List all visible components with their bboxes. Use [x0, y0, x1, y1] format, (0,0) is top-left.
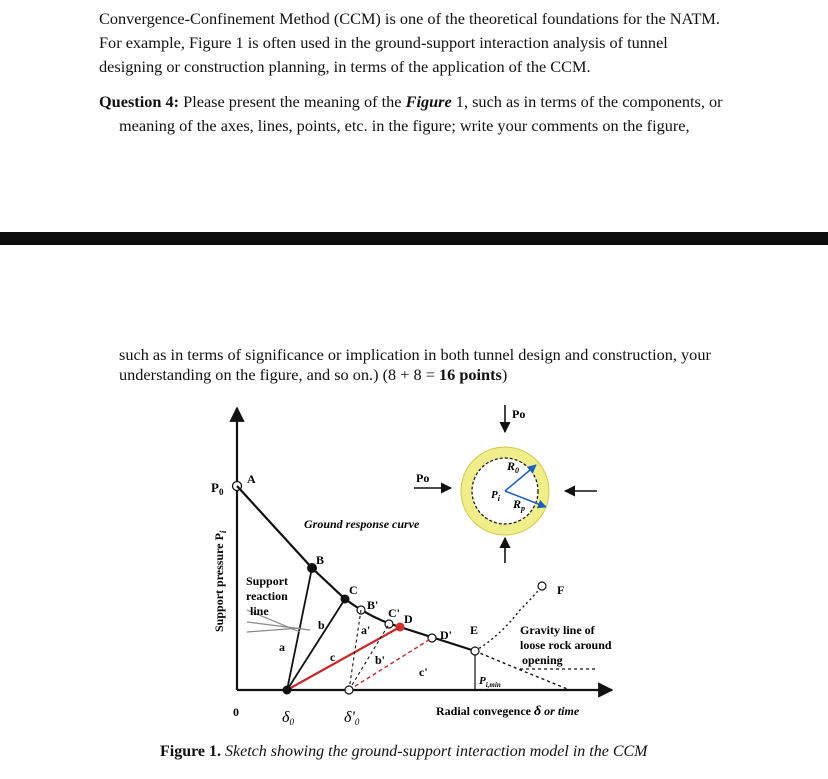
- delta0-point: [283, 686, 292, 695]
- gravity-label-2: loose rock around: [520, 638, 612, 652]
- point-b-small-label: b: [318, 618, 325, 632]
- pi-label: $P_i$: [491, 489, 500, 503]
- question-text-after: 1, such as in terms of the components, or meaning of the axes, lines, points, etc. in the figure; write your comments on the figure,: [119, 92, 723, 135]
- delta0-label: δ0: [282, 709, 294, 727]
- intro-paragraph: [99, 7, 731, 79]
- r0-label: $R_0$: [507, 459, 520, 475]
- question-cont-line-2: understanding on the figure, and so on.) (8 + 8 =: [119, 365, 439, 384]
- delta0-prime-label: δ'0: [344, 709, 360, 727]
- y-axis-label: Support pressure $P_i$: [212, 530, 228, 632]
- point-b-label: B: [316, 553, 325, 567]
- point-e-marker: [471, 647, 479, 655]
- point-e-label: E: [470, 623, 479, 637]
- point-c-label: C: [349, 583, 358, 597]
- caption-label: Figure 1.: [160, 743, 222, 760]
- point-a-prime-label: a': [361, 623, 371, 637]
- po-label-top: Po: [512, 407, 526, 421]
- point-a-small-label: a: [279, 640, 285, 654]
- point-d-prime-label: D': [440, 628, 452, 642]
- ccm-figure: [196, 396, 628, 728]
- question-4-continued: [119, 345, 732, 385]
- question-points: 16 points: [438, 365, 502, 384]
- point-f-label: F: [557, 583, 565, 597]
- point-a-label: A: [247, 472, 256, 486]
- intro-line-2: For example, Figure 1 is often used in the ground-support interaction analysis of tunnel: [99, 33, 668, 52]
- question-text-before: Please present the meaning of the: [179, 92, 406, 111]
- intro-line-1: Convergence-Confinement Method (CCM) is one of the theoretical foundations for the NATM.: [99, 9, 720, 28]
- delta0-prime-point: [345, 686, 353, 694]
- gravity-label-1: Gravity line of: [520, 623, 595, 637]
- question-label: Question 4:: [99, 92, 180, 111]
- caption-text: Sketch showing the ground-support interaction model in the CCM: [221, 743, 648, 760]
- pimin-label: $P_{i,min}$: [479, 675, 501, 689]
- support-reaction-label-3: line: [250, 604, 269, 618]
- point-d-label: D: [404, 612, 413, 626]
- question-cont-line-1: such as in terms of significance or implication in both tunnel design and construction, your: [119, 345, 711, 364]
- support-reaction-label-2: reaction: [246, 589, 288, 603]
- question-figure-word: Figure: [405, 92, 452, 111]
- question-cont-end: ): [501, 365, 508, 384]
- ground-response-curve: [237, 486, 475, 651]
- point-f-marker: [538, 582, 546, 590]
- support-line-prime-d: [349, 638, 432, 690]
- point-c-prime-small-label: c': [419, 665, 428, 679]
- figure-caption: [160, 742, 680, 762]
- origin-label: 0: [233, 705, 239, 719]
- gravity-label-3: opening: [522, 653, 563, 667]
- point-c-prime-label: C': [388, 606, 400, 620]
- point-b-prime-small-label: b': [375, 653, 386, 667]
- question-4: [99, 90, 754, 138]
- po-label-center: Po: [416, 471, 430, 485]
- point-b-prime-label: B': [367, 598, 379, 612]
- page-break-bar: [0, 232, 828, 245]
- rp-label: $R_p$: [513, 497, 526, 513]
- ground-response-label: Ground response curve: [304, 517, 420, 531]
- intro-line-3: designing or construction planning, in terms of the application of the CCM.: [99, 57, 591, 76]
- support-line-gray-3: [247, 628, 300, 632]
- support-reaction-label-1: Support: [246, 574, 289, 588]
- x-axis-label: Radial convegence δ or time: [436, 704, 580, 719]
- p0-axis-label: $P_0$: [211, 480, 224, 497]
- point-c-small-label: c: [330, 650, 336, 664]
